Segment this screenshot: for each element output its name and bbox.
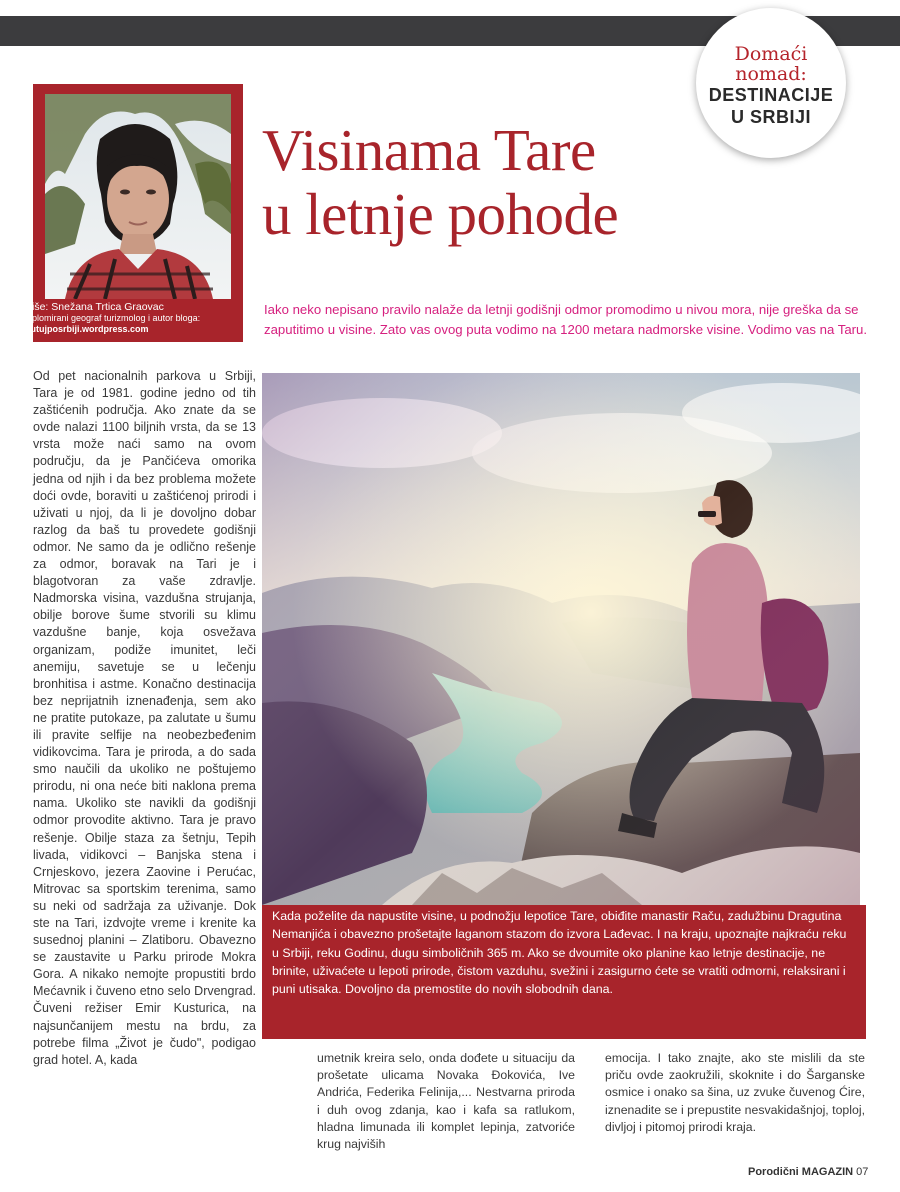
badge-line2: nomad: <box>735 63 807 85</box>
badge-line4: U SRBIJI <box>730 107 812 127</box>
badge-line1: Domaći <box>734 43 808 65</box>
author-blog: putujposrbiji.wordpress.com <box>25 324 149 334</box>
hero-photo <box>262 373 860 905</box>
article-lead: Iako neko nepisano pravilo nalaže da letnji godišnji odmor promodimo u nivou mora, nije greška da se zaputitimo u visine. Zato vas ovog puta vodimo na 1200 metara nadmorske visine. Vodimo vas na Taru. <box>264 302 868 337</box>
body-column-right: emocija. I tako znajte, ako ste mislili da ste priču ovde zaokružili, skoknite i do Šarganske osmice i onako sa šina, uz zvuke čuvenog Ćire, iznenadite se i prepustite nesvakidašnjoj, toploj, divljoj i pitomoj prirodi kraja. <box>605 1051 865 1134</box>
footer-page-number: 07 <box>856 1166 869 1178</box>
author-portrait-image <box>45 94 231 299</box>
body-column-middle: umetnik kreira selo, onda dođete u situaciju da prošetate ulicama Novaka Đokovića, Ive Andrića, Federika Felinija,... Nestvarna priroda i duh ovog zdanja, kao i kafa sa ratlukom, hladna limunada ili komplet lepinja, zatvoriće krug najviših <box>317 1051 575 1152</box>
author-caption <box>25 302 245 335</box>
headline-line2: u letnje pohode <box>262 181 619 247</box>
badge-line3: DESTINACIJE <box>708 85 834 105</box>
author-name: Piše: Snežana Trtica Graovac <box>25 301 164 313</box>
author-photo <box>45 94 231 299</box>
hiker-landscape-image <box>262 373 860 905</box>
headline-line1: Visinama Tare <box>262 117 596 183</box>
callout-box: Kada poželite da napustite visine, u podnožju lepotice Tare, obiđite manastir Raču, zadužbinu Dragutina Nemanjića i obavezno prošetajte laganom stazom do izvora Lađevac. I na kraju, upoznajte najkraću reku u Srbiji, reku Godinu, dugu simboličnih 365 m. Ako se dvoumite oko planine kao letnje destinacije, ne brinite, uživaćete u lepoti prirode, čistom vazduhu, svežini i zasigurno ćete se vratiti odmorni, relaksirani i puni utisaka. Dovoljno da premostite do novih slobodnih dana. <box>262 905 866 1039</box>
article-headline <box>262 118 702 246</box>
section-badge <box>696 8 846 158</box>
author-role: diplomirani geograf turizmolog i autor bloga: <box>25 313 201 323</box>
page-footer <box>748 1166 868 1178</box>
footer-magazine: Porodični MAGAZIN <box>748 1166 854 1178</box>
body-column-left: Od pet nacionalnih parkova u Srbiji, Tara je od 1981. godine jedno od tih zaštićenih područja. Ako znate da se ovde nalazi 1100 biljnih vrsta, da se 13 vrsta može naći samo na ovom području, da je Pančićeva omorika jedna od njih i da bez problema možete doći ovde, boraviti u zaštićenoj prirodi i uživati u njoj, da li je dovoljno dobar razlog da baš tu provedete godišnji odmor. Ne samo da je odlično rešenje za odmor, boravak na Tari je i blagotvoran za vaše zdravlje. Nadmorska visina, vazdušna strujanja, obilje borove šume stvorili su klimu vazdušne banje, koja osvežava organizam, podiže imunitet, leči anemiju, savetuje se u lečenju bronhitisa i astme. Konačno destinacija bez neprijatnih iznenađenja, sem ako ne pratite putokaze, pa zalutate u šumu ili pravite selfije na neobezbeđenim vidikovcima. Tara je priroda, a do sada smo naučili da ukoliko ne poštujemo prirodu, ni ona neće biti naklona prema nama. Ukoliko ste navikli da godišnji odmor provodite aktivno. Tara je pravo rešenje. Obilje staza za šetnju, Tepih livada, vidikovci – Banjska stena i Crnjeskovo, jezera Zaovine i Perućac, Mitrovac sa sportskim terenima, samo su neki od sadržaja za uživanje. Dok ste na Tari, izdvojte vreme i krenite ka susednoj planini – Zlatiboru. Obavezno se zaustavite u Parku prirode Mokra Gora. A nikako nemojte propustiti brdo Mećavnik i čuveno etno selo Drvengrad. Čuveni režiser Emir Kusturica, na najsunčanijem mestu na brdu, za potrebe filma „Život je čudo", podigao grad hotel. A, kada <box>33 369 256 1067</box>
